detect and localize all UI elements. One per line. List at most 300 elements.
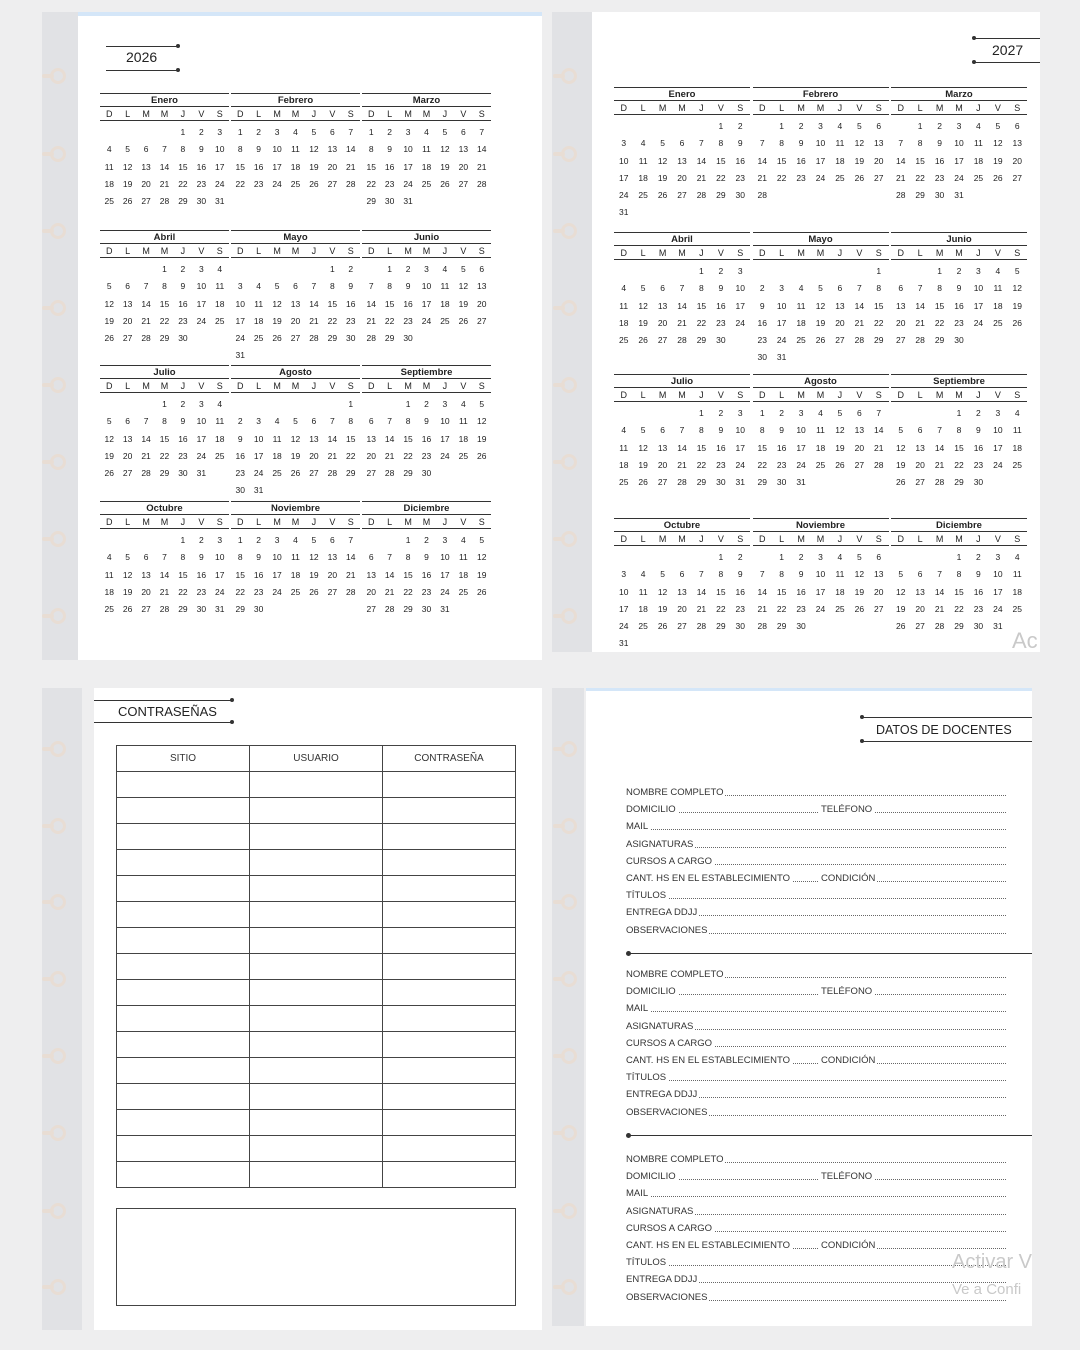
day-cell: 3 xyxy=(405,127,411,137)
month-name: Abril xyxy=(614,232,750,246)
day-cell: 20 xyxy=(874,586,884,597)
table-cell[interactable] xyxy=(250,1058,383,1084)
month-febrero xyxy=(753,87,889,204)
day-cell: 23 xyxy=(973,459,984,470)
day-cell: 6 xyxy=(1014,121,1020,131)
day-cell: 26 xyxy=(122,604,133,615)
day-cell: 6 xyxy=(460,127,466,137)
day-cell: 24 xyxy=(272,586,282,597)
day-cell: 8 xyxy=(718,569,724,580)
day-grid xyxy=(891,549,1027,635)
day-cell: 12 xyxy=(440,144,450,155)
day-cell: 23 xyxy=(735,603,746,614)
day-cell: 15 xyxy=(366,161,376,172)
month-marzo xyxy=(891,87,1027,204)
binder-ring-icon xyxy=(553,453,579,471)
weekday-label: D xyxy=(236,517,244,527)
day-cell: 9 xyxy=(937,138,942,149)
day-cell: 16 xyxy=(757,317,767,328)
binder-ring-icon xyxy=(553,1202,579,1220)
month-enero xyxy=(614,87,750,222)
day-cell: 12 xyxy=(854,569,865,580)
day-cell: 11 xyxy=(291,144,300,155)
field-courses[interactable] xyxy=(626,1223,1006,1235)
weekday-header xyxy=(362,107,491,121)
notes-box[interactable] xyxy=(116,1208,516,1306)
table-cell[interactable] xyxy=(250,1110,383,1136)
day-cell: 11 xyxy=(835,569,845,580)
day-cell: 16 xyxy=(178,298,188,309)
calendar-2027-panel xyxy=(552,12,1040,652)
weekday-label: L xyxy=(917,534,923,544)
day-grid xyxy=(100,532,229,618)
month-julio xyxy=(100,365,229,482)
month-name: Julio xyxy=(100,365,229,379)
table-cell[interactable] xyxy=(250,928,383,954)
weekday-label: L xyxy=(779,103,785,113)
field-full_name[interactable] xyxy=(626,787,1006,799)
day-cell: 22 xyxy=(235,586,245,597)
day-cell: 8 xyxy=(237,552,243,563)
month-name: Enero xyxy=(614,87,750,101)
weekday-label: M xyxy=(955,534,963,544)
day-cell: 11 xyxy=(458,416,468,427)
dotted-line xyxy=(626,1265,1006,1266)
table-cell[interactable] xyxy=(383,954,516,980)
day-cell: 25 xyxy=(638,190,648,201)
binder-ring-icon xyxy=(42,970,68,988)
binder-ring-icon xyxy=(42,299,68,317)
day-cell: 19 xyxy=(458,298,469,309)
weekday-label: M xyxy=(658,248,667,258)
calendar-2026-page xyxy=(78,12,542,660)
binder-ring-icon xyxy=(553,817,579,835)
day-cell: 19 xyxy=(309,569,319,580)
day-cell: 24 xyxy=(954,172,964,183)
table-cell[interactable] xyxy=(383,798,516,824)
day-cell: 18 xyxy=(272,450,282,461)
binder-ring-icon xyxy=(553,1124,579,1142)
day-cell: 10 xyxy=(215,552,225,563)
day-cell: 11 xyxy=(816,425,825,436)
day-cell: 31 xyxy=(796,477,806,488)
table-row xyxy=(117,824,516,850)
field-ddjj[interactable] xyxy=(626,907,1006,919)
field-address[interactable] xyxy=(626,804,1006,816)
weekday-label: D xyxy=(367,109,375,119)
table-cell[interactable] xyxy=(250,1084,383,1110)
table-cell[interactable] xyxy=(117,772,250,798)
field-hours[interactable] xyxy=(626,1055,1006,1067)
day-cell: 12 xyxy=(290,433,301,444)
weekday-label: V xyxy=(994,390,1001,400)
table-cell[interactable] xyxy=(250,798,383,824)
field-address[interactable] xyxy=(626,986,1006,998)
month-abril xyxy=(100,230,229,347)
table-cell[interactable] xyxy=(117,1084,250,1110)
day-cell: 11 xyxy=(1012,425,1022,436)
table-cell[interactable] xyxy=(250,850,383,876)
day-cell: 13 xyxy=(366,569,376,580)
dotted-line xyxy=(626,1011,1006,1012)
weekday-header xyxy=(362,379,491,393)
table-cell[interactable] xyxy=(117,1162,250,1188)
day-cell: 2 xyxy=(737,121,743,131)
month-junio xyxy=(362,230,491,347)
weekday-label: V xyxy=(329,381,336,391)
day-cell: 17 xyxy=(618,172,629,183)
table-cell[interactable] xyxy=(383,1032,516,1058)
weekday-label: S xyxy=(875,390,882,400)
day-cell: 8 xyxy=(329,281,335,292)
field-mail[interactable] xyxy=(626,821,1006,833)
day-cell: 9 xyxy=(759,300,765,311)
day-cell: 20 xyxy=(366,586,376,597)
day-grid xyxy=(614,549,750,652)
table-cell[interactable] xyxy=(250,772,383,798)
empty-cell xyxy=(231,396,249,413)
weekday-header xyxy=(614,101,750,115)
day-cell: 19 xyxy=(122,178,133,189)
day-cell: 8 xyxy=(180,144,186,155)
day-cell: 30 xyxy=(776,477,787,488)
weekday-label: J xyxy=(180,246,186,256)
day-cell: 21 xyxy=(327,450,338,461)
day-cell: 21 xyxy=(696,172,707,183)
empty-cell xyxy=(155,532,173,549)
day-cell: 12 xyxy=(309,144,319,155)
day-cell: 21 xyxy=(677,317,687,328)
day-cell: 28 xyxy=(366,333,376,344)
field-degrees[interactable] xyxy=(626,1257,1006,1269)
day-cell: 28 xyxy=(895,190,906,201)
field-courses[interactable] xyxy=(626,1038,1006,1050)
day-cell: 28 xyxy=(159,196,170,207)
day-cell: 14 xyxy=(934,442,945,453)
day-cell: 7 xyxy=(479,127,485,137)
weekday-header xyxy=(231,244,360,258)
day-cell: 17 xyxy=(735,300,746,311)
field-address[interactable] xyxy=(626,1171,1006,1183)
field-label: OBSERVACIONES xyxy=(626,924,708,936)
weekday-label: V xyxy=(717,103,724,113)
day-cell: 12 xyxy=(835,425,845,436)
day-cell: 9 xyxy=(237,433,243,444)
table-cell[interactable] xyxy=(117,1006,250,1032)
table-cell[interactable] xyxy=(250,1032,383,1058)
day-cell: 6 xyxy=(125,281,130,292)
weekday-label: V xyxy=(460,246,467,256)
day-cell: 2 xyxy=(237,416,243,427)
day-cell: 18 xyxy=(993,300,1003,311)
field-mail[interactable] xyxy=(626,1003,1006,1015)
empty-cell xyxy=(614,549,633,566)
table-cell[interactable] xyxy=(250,980,383,1006)
weekday-label: L xyxy=(256,109,262,119)
table-cell[interactable] xyxy=(383,1084,516,1110)
day-cell: 7 xyxy=(876,408,882,418)
day-cell: 23 xyxy=(796,603,806,614)
empty-cell xyxy=(633,118,652,135)
weekday-label: S xyxy=(875,103,882,113)
weekday-label: L xyxy=(779,534,785,544)
table-cell[interactable] xyxy=(117,798,250,824)
weekday-label: M xyxy=(658,390,667,400)
day-cell: 2 xyxy=(976,408,981,418)
field-degrees[interactable] xyxy=(626,1072,1006,1084)
month-name: Noviembre xyxy=(753,518,889,532)
weekday-label: D xyxy=(758,248,766,258)
day-cell: 10 xyxy=(993,425,1003,436)
day-cell: 17 xyxy=(735,442,746,453)
empty-cell xyxy=(100,261,118,278)
field-hours[interactable] xyxy=(626,1240,1006,1252)
day-cell: 12 xyxy=(657,155,668,166)
table-cell[interactable] xyxy=(383,772,516,798)
field-ddjj[interactable] xyxy=(626,1089,1006,1101)
day-cell: 3 xyxy=(442,399,448,409)
day-cell: 14 xyxy=(384,433,395,444)
table-cell[interactable] xyxy=(117,824,250,850)
table-cell[interactable] xyxy=(383,1058,516,1084)
field-ddjj[interactable] xyxy=(626,1274,1006,1286)
day-cell: 1 xyxy=(387,264,392,274)
table-row xyxy=(117,1058,516,1084)
day-cell: 4 xyxy=(837,552,843,562)
table-cell[interactable] xyxy=(383,928,516,954)
table-cell[interactable] xyxy=(383,1162,516,1188)
day-cell: 20 xyxy=(677,172,687,183)
day-cell: 17 xyxy=(253,450,264,461)
weekday-label: M xyxy=(658,103,667,113)
day-cell: 18 xyxy=(835,586,845,597)
day-cell: 20 xyxy=(915,459,925,470)
day-cell: 28 xyxy=(477,178,487,189)
day-cell: 28 xyxy=(757,621,767,632)
day-cell: 7 xyxy=(699,138,704,149)
field-mail[interactable] xyxy=(626,1188,1006,1200)
day-cell: 22 xyxy=(874,317,884,328)
day-cell: 29 xyxy=(954,477,964,488)
day-cell: 8 xyxy=(937,283,942,294)
table-cell[interactable] xyxy=(117,954,250,980)
field-full_name[interactable] xyxy=(626,969,1006,981)
day-cell: 25 xyxy=(104,196,114,207)
teachers-title xyxy=(860,715,1032,741)
table-cell[interactable] xyxy=(250,876,383,902)
day-cell: 11 xyxy=(974,138,983,149)
day-cell: 18 xyxy=(638,172,648,183)
day-cell: 4 xyxy=(293,127,298,137)
day-cell: 28 xyxy=(915,335,925,346)
column-header: USUARIO xyxy=(250,746,383,772)
empty-cell xyxy=(692,118,711,135)
day-cell: 6 xyxy=(679,569,685,580)
field-subjects[interactable] xyxy=(626,839,1006,851)
weekday-label: J xyxy=(180,517,186,527)
weekday-label: S xyxy=(216,381,223,391)
empty-cell xyxy=(753,549,772,566)
day-cell: 29 xyxy=(716,621,726,632)
weekday-label: S xyxy=(1014,534,1021,544)
day-cell: 15 xyxy=(696,442,707,453)
binder-ring-icon xyxy=(42,222,68,240)
binder-ring-icon xyxy=(42,453,68,471)
day-cell: 1 xyxy=(759,408,765,418)
day-cell: 6 xyxy=(679,138,685,149)
day-cell: 16 xyxy=(403,298,413,309)
day-cell: 21 xyxy=(384,450,395,461)
empty-cell xyxy=(323,396,341,413)
day-cell: 7 xyxy=(679,425,685,436)
day-cell: 2 xyxy=(387,127,392,137)
weekday-label: J xyxy=(976,103,981,113)
binder-ring-icon xyxy=(42,530,68,548)
day-cell: 23 xyxy=(973,603,984,614)
column-header: CONTRASEÑA xyxy=(383,746,516,772)
day-cell: 2 xyxy=(256,535,261,545)
day-cell: 20 xyxy=(854,442,865,453)
table-cell[interactable] xyxy=(383,1110,516,1136)
day-cell: 15 xyxy=(403,569,413,580)
day-cell: 21 xyxy=(141,450,151,461)
day-cell: 14 xyxy=(141,298,151,309)
day-cell: 9 xyxy=(256,552,261,563)
table-cell[interactable] xyxy=(383,1006,516,1032)
field-observations[interactable] xyxy=(626,925,1006,937)
weekday-label: J xyxy=(837,103,843,113)
day-cell: 9 xyxy=(180,281,186,292)
table-cell[interactable] xyxy=(117,1110,250,1136)
day-cell: 26 xyxy=(854,603,865,614)
day-cell: 19 xyxy=(440,161,450,172)
table-row xyxy=(117,850,516,876)
weekday-label: M xyxy=(273,381,281,391)
day-cell: 7 xyxy=(917,283,923,294)
day-cell: 1 xyxy=(956,408,962,418)
day-cell: 16 xyxy=(235,450,245,461)
day-cell: 4 xyxy=(1014,408,1020,418)
empty-cell xyxy=(380,396,398,413)
day-cell: 17 xyxy=(993,442,1003,453)
table-cell[interactable] xyxy=(117,876,250,902)
day-cell: 16 xyxy=(796,586,806,597)
day-cell: 5 xyxy=(125,144,130,155)
day-cell: 6 xyxy=(368,416,374,427)
table-cell[interactable] xyxy=(383,980,516,1006)
weekday-label: J xyxy=(837,534,843,544)
empty-cell xyxy=(137,396,155,413)
weekday-header xyxy=(231,379,360,393)
table-cell[interactable] xyxy=(117,1058,250,1084)
day-cell: 10 xyxy=(815,569,826,580)
day-cell: 14 xyxy=(677,442,687,453)
table-cell[interactable] xyxy=(250,1162,383,1188)
empty-cell xyxy=(633,549,652,566)
dotted-line xyxy=(626,1080,1006,1081)
day-cell: 20 xyxy=(895,317,906,328)
day-cell: 25 xyxy=(835,172,845,183)
day-cell: 3 xyxy=(198,399,204,409)
day-cell: 30 xyxy=(716,477,726,488)
day-cell: 1 xyxy=(917,121,923,131)
table-cell[interactable] xyxy=(383,850,516,876)
field-courses[interactable] xyxy=(626,856,1006,868)
day-cell: 28 xyxy=(141,468,151,479)
day-cell: 2 xyxy=(405,264,411,274)
day-cell: 21 xyxy=(677,459,687,470)
day-cell: 12 xyxy=(993,138,1003,149)
binder-ring-icon xyxy=(42,1278,68,1296)
day-cell: 14 xyxy=(854,300,865,311)
field-subjects[interactable] xyxy=(626,1206,1006,1218)
table-cell[interactable] xyxy=(250,1006,383,1032)
day-cell: 23 xyxy=(196,178,207,189)
field-hours[interactable] xyxy=(626,873,1006,885)
day-cell: 3 xyxy=(798,408,804,418)
day-cell: 4 xyxy=(460,535,466,545)
table-cell[interactable] xyxy=(117,902,250,928)
day-cell: 24 xyxy=(196,315,207,326)
day-cell: 30 xyxy=(735,621,746,632)
day-cell: 3 xyxy=(217,535,223,545)
day-cell: 6 xyxy=(479,264,485,274)
table-cell[interactable] xyxy=(117,1136,250,1162)
field-observations[interactable] xyxy=(626,1107,1006,1119)
day-cell: 26 xyxy=(835,459,845,470)
weekday-label: D xyxy=(897,103,904,113)
month-name: Mayo xyxy=(231,230,360,244)
day-grid xyxy=(231,532,360,618)
table-cell[interactable] xyxy=(117,980,250,1006)
weekday-label: M xyxy=(678,390,686,400)
empty-cell xyxy=(614,263,633,280)
table-cell[interactable] xyxy=(250,954,383,980)
field-full_name[interactable] xyxy=(626,1154,1006,1166)
table-cell[interactable] xyxy=(117,1032,250,1058)
table-cell[interactable] xyxy=(250,824,383,850)
day-cell: 6 xyxy=(143,144,149,155)
day-cell: 9 xyxy=(387,144,392,155)
binder-ring-icon xyxy=(553,299,579,317)
table-cell[interactable] xyxy=(383,876,516,902)
day-cell: 4 xyxy=(442,264,448,274)
day-cell: 15 xyxy=(954,442,964,453)
empty-cell xyxy=(930,549,949,566)
day-cell: 8 xyxy=(348,416,354,427)
table-cell[interactable] xyxy=(250,902,383,928)
table-cell[interactable] xyxy=(117,850,250,876)
day-cell: 23 xyxy=(235,468,245,479)
field-degrees[interactable] xyxy=(626,890,1006,902)
table-cell[interactable] xyxy=(117,928,250,954)
day-cell: 12 xyxy=(458,281,469,292)
table-cell[interactable] xyxy=(383,902,516,928)
table-cell[interactable] xyxy=(250,1136,383,1162)
day-cell: 25 xyxy=(973,172,984,183)
day-cell: 11 xyxy=(440,281,450,292)
table-cell[interactable] xyxy=(383,824,516,850)
table-cell[interactable] xyxy=(383,1136,516,1162)
day-cell: 8 xyxy=(876,283,882,294)
weekday-label: V xyxy=(856,534,863,544)
day-cell: 3 xyxy=(779,283,784,294)
binder-ring-icon xyxy=(42,1124,68,1142)
field-observations[interactable] xyxy=(626,1292,1006,1304)
day-grid xyxy=(753,118,889,204)
empty-cell xyxy=(249,261,267,278)
field-subjects[interactable] xyxy=(626,1021,1006,1033)
